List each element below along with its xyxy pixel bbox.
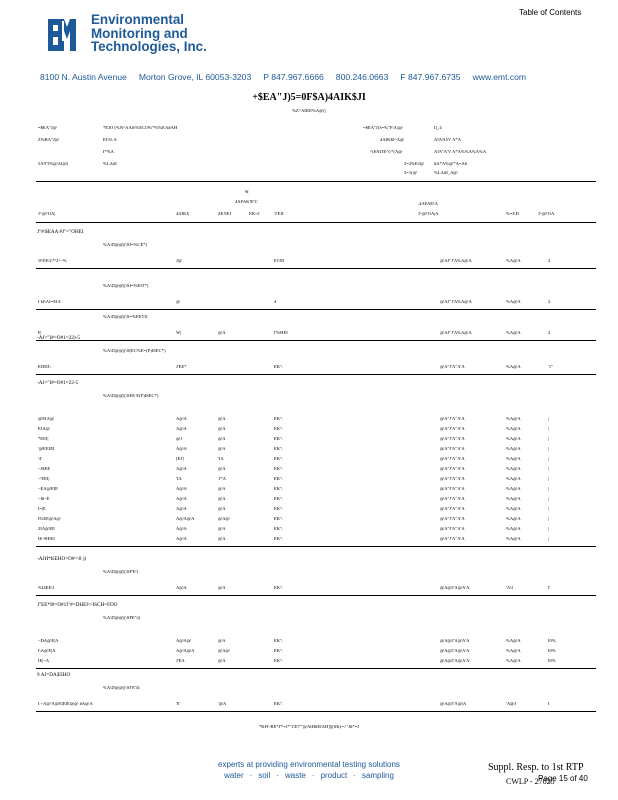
- fax-number: F 847.967.6735: [400, 72, 461, 82]
- table-cell: A@A: [176, 466, 187, 471]
- company-name-line-3: Technologies, Inc.: [91, 39, 207, 55]
- table-cell: @A@J'A@A'A: [440, 585, 470, 590]
- info-left-label-1: =$EA"J@: [38, 125, 57, 130]
- section-title: 9 AJ=DA|EIHO: [37, 672, 71, 678]
- table-cell: ~I#~E: [38, 496, 50, 501]
- table-cell: I0%: [548, 638, 556, 643]
- table-cell: |: [548, 506, 549, 511]
- table-cell: EK'\: [274, 506, 283, 511]
- table-cell: @: [176, 299, 181, 304]
- table-cell: 'IA: [176, 476, 182, 481]
- table-cell: @A: [218, 638, 226, 643]
- section-method: %A\D@@|(\SI=%CE*): [103, 242, 148, 247]
- table-cell: @AJ"J'A%A@A: [440, 258, 472, 263]
- table-cell: EIA@: [38, 426, 50, 431]
- section-title: -AJ="I#=O#1=22)-5: [37, 335, 80, 341]
- table-cell: @A: [218, 486, 226, 491]
- table-cell: 2: [548, 258, 551, 263]
- table-cell: 'E': [176, 701, 181, 706]
- service-soil: soil: [258, 771, 271, 780]
- supplemental-response-label: Suppl. Resp. to 1st RTP: [488, 762, 584, 773]
- table-cell: A@A: [176, 446, 187, 451]
- table-cell: @A"J'A"A'A: [440, 506, 465, 511]
- table-cell: I ~A@'A@E|EIE@@ #A@A: [38, 701, 93, 706]
- table-cell: @A@J'A@|A: [440, 701, 467, 706]
- table-cell: |: [548, 446, 549, 451]
- info-left-value-2: EI\% A: [103, 137, 117, 142]
- table-cell: A@A: [176, 486, 187, 491]
- table-cell: EJ\M: [274, 258, 284, 263]
- info-right-value-2: A5VA5V A*A: [434, 137, 462, 142]
- col-header-dilution: J^@!OA: [538, 211, 555, 216]
- table-cell: *EEI|: [38, 436, 49, 441]
- table-cell: 1*A: [218, 476, 226, 481]
- section-divider: [36, 374, 596, 375]
- table-cell: %A@A: [506, 658, 521, 663]
- info-left-label-2: Z%BA"J@: [38, 137, 59, 142]
- table-cell: @A"J'A"A'A: [440, 536, 465, 541]
- info-right-value-1: I]_4: [434, 125, 442, 130]
- info-left-value-4: %LA#I: [103, 161, 117, 166]
- city-address: Morton Grove, IL 60053-3203: [138, 72, 252, 82]
- table-cell: %A@A: [506, 416, 521, 421]
- table-cell: @A"J'A"A'A: [440, 496, 465, 501]
- table-cell: A@A: [176, 426, 187, 431]
- table-cell: %A@A: [506, 258, 521, 263]
- table-cell: 'A@J: [506, 701, 517, 706]
- table-cell: A@A: [176, 585, 187, 590]
- table-cell: '4': [38, 456, 42, 461]
- table-cell: |: [548, 466, 549, 471]
- table-cell: @A"J'A"A'A: [440, 516, 465, 521]
- table-cell: @A: [218, 526, 226, 531]
- section-method: %A\D@@|(\SFE'\)): [103, 615, 141, 620]
- company-name-line-1: Environmental: [91, 12, 185, 27]
- table-cell: ~EA@EIE: [38, 486, 58, 491]
- table-cell: [EJ]: [176, 456, 184, 461]
- table-cell: EK'\: [274, 526, 283, 531]
- table-cell: A@A@A: [176, 516, 195, 521]
- table-cell: ~DA@E|A: [38, 638, 59, 643]
- table-cell: %A@A: [506, 536, 521, 541]
- section-divider: [36, 595, 596, 596]
- footer-tagline: experts at providing environmental testing solutions: [218, 760, 400, 769]
- table-cell: %A@A: [506, 476, 521, 481]
- section-method: %A\D@@|(\SJ'E'4): [103, 685, 140, 690]
- table-cell: |: [548, 456, 549, 461]
- table-cell: |: [548, 476, 549, 481]
- table-cell: @A"J'A"A'A: [440, 466, 465, 471]
- section-method: %A\D@@|(\S(EC%E=(F)ISEC*): [103, 348, 166, 353]
- phone-number: P 847.967.6666: [263, 72, 324, 82]
- table-cell: J@: [176, 258, 183, 263]
- table-cell: 'IA: [218, 456, 224, 461]
- end-of-report-note: *KH~BE*I'*=J*"J\E7'"@AIH#EIAH]]|(SK)=>"J#*=J: [258, 724, 360, 729]
- table-cell: %A@A: [506, 426, 521, 431]
- table-cell: %A@A: [506, 486, 521, 491]
- table-cell: %A@A: [506, 516, 521, 521]
- table-cell: F|: [38, 330, 42, 335]
- table-cell: @A"J'A"A'A: [440, 426, 465, 431]
- report-title: +$EA"J)5=0F$A)4AIK$JI: [252, 92, 366, 103]
- table-cell: EK'\: [274, 638, 283, 643]
- report-subtitle: %Z^AIKE%A@(|: [292, 108, 326, 113]
- table-cell: @A: [218, 658, 226, 663]
- table-cell: EK'\: [274, 364, 283, 369]
- table-cell: %A@A: [506, 436, 521, 441]
- table-cell: %A@A: [506, 506, 521, 511]
- table-cell: I$~HEEI: [38, 536, 55, 541]
- section-method: %A\D@@|(\SEE E(F)ISEC*): [103, 393, 159, 398]
- table-cell: %A@A: [506, 648, 521, 653]
- service-product: product: [320, 771, 348, 780]
- section-divider: [36, 668, 596, 669]
- col-header-limit: ZE!IEJ: [218, 211, 232, 216]
- table-cell: I\A@E|A: [38, 648, 56, 653]
- section-title: J"EE*I#=O#1I"#=DHEI\=ISCH=FDO: [37, 602, 118, 608]
- table-cell: %A@A: [506, 638, 521, 643]
- table-cell: I=|E: [38, 506, 46, 511]
- info-right-label-1: =$EA"J)3=%"F\A)@: [363, 125, 403, 130]
- section-method: %A\D@@|(\SF'E'): [103, 569, 139, 574]
- table-cell: %A@A: [506, 446, 521, 451]
- table-cell: @J: [176, 436, 183, 441]
- table-of-contents-link[interactable]: Table of Contents: [519, 8, 582, 17]
- table-cell: EK'\: [274, 416, 283, 421]
- col-header-analyte: J^@!OA|: [38, 211, 56, 216]
- table-cell: %A@A: [506, 330, 521, 335]
- company-logo: [40, 15, 80, 55]
- table-cell: @A@J'A@A'A: [440, 658, 470, 663]
- info-left-value-1: *EJO (%N^AA#\%ECO%*%%EA#AH: [103, 125, 178, 130]
- table-cell: I I#\AI=EIA: [38, 299, 61, 304]
- table-cell: EK'\: [274, 516, 283, 521]
- col-header-analyzed: J^@!OA|A: [418, 211, 439, 216]
- section-divider: [36, 546, 596, 547]
- table-cell: %A@A: [506, 299, 521, 304]
- table-cell: W|: [176, 330, 182, 335]
- table-cell: EK'\: [274, 536, 283, 541]
- col-header-top-2: ,4AFAE!A: [418, 201, 438, 206]
- table-cell: @A"J'A"A'A: [440, 364, 465, 369]
- company-name: [91, 13, 207, 54]
- table-cell: @A: [218, 585, 226, 590]
- table-cell: @AJ"J'A%A@A: [440, 330, 472, 335]
- table-cell: 4: [274, 299, 277, 304]
- col-header-top: 9(: [245, 189, 249, 194]
- table-cell: |: [548, 416, 549, 421]
- table-cell: IE|~A: [38, 658, 50, 663]
- section-method: %A\D@@|(\S=%EETI): [103, 314, 148, 319]
- table-cell: @A@J'A@A'A: [440, 648, 470, 653]
- table-cell: I0%: [548, 658, 556, 663]
- tollfree-number: 800.246.0663: [335, 72, 389, 82]
- table-cell: @A"J'A"A'A: [440, 446, 465, 451]
- separator-dot: ·: [353, 771, 356, 780]
- table-cell: EK'\: [274, 658, 283, 663]
- table-cell: @A: [218, 436, 226, 441]
- separator-dot: ·: [249, 771, 253, 780]
- table-cell: @A: [218, 426, 226, 431]
- table-cell: @A: [218, 330, 226, 335]
- table-cell: @A: [218, 506, 226, 511]
- col-header-analyst: %=J\D: [506, 211, 519, 216]
- table-cell: '@EEIEI: [38, 446, 55, 451]
- table-cell: EK'\: [274, 476, 283, 481]
- info-right-value-3: A5V'A'V A*A%%A%A%A: [434, 149, 487, 154]
- company-name-line-2: Monitoring and: [91, 25, 188, 41]
- service-water: water: [224, 771, 244, 780]
- cwlp-reference: CWLP - 27025: [506, 777, 555, 786]
- section-divider: [36, 268, 596, 269]
- table-cell: @A"J'A"A'A: [440, 416, 465, 421]
- section-title: -AJ="I#=O#1=22-5: [37, 380, 79, 386]
- table-cell: J'EA: [176, 658, 185, 663]
- table-cell: @A@: [218, 516, 230, 521]
- table-cell: @A"J'A"A'A: [440, 526, 465, 531]
- table-cell: EK'\: [274, 496, 283, 501]
- table-cell: @AJ"J'A%A@A: [440, 299, 472, 304]
- section-divider: [36, 340, 596, 341]
- address-bar: [40, 72, 600, 82]
- table-cell: |: [548, 536, 549, 541]
- table-cell: EK'\: [274, 585, 283, 590]
- info-left-value-3: I*%A: [103, 149, 114, 154]
- table-cell: EK'\: [274, 648, 283, 653]
- table-cell: @A: [218, 536, 226, 541]
- page-number: Page 15 of 40: [538, 774, 588, 783]
- service-waste: waste: [284, 771, 306, 780]
- info-right-label-4: 3=2%EJ@: [404, 161, 424, 166]
- info-right-label-2: 4AIK$J^A@: [380, 137, 405, 142]
- section-divider: [36, 309, 596, 310]
- table-cell: A@A: [176, 526, 187, 531]
- table-cell: EK'\: [274, 466, 283, 471]
- table-cell: %A@A: [506, 466, 521, 471]
- table-cell: @A@J'A@A'A: [440, 638, 470, 643]
- table-cell: %A@A: [506, 456, 521, 461]
- table-cell: EIEEI\: [38, 364, 51, 369]
- table-cell: ~J$EE: [38, 466, 51, 471]
- table-cell: EK'\: [274, 446, 283, 451]
- table-cell: 2IA@EE: [38, 526, 55, 531]
- website-link[interactable]: www.emt.com: [472, 72, 527, 82]
- table-cell: 'A\I: [506, 585, 513, 590]
- street-address: 8100 N. Austin Avenue: [40, 72, 127, 82]
- table-cell: J'EE*: [176, 364, 187, 369]
- separator-dot: ·: [311, 771, 315, 780]
- table-cell: |: [548, 496, 549, 501]
- table-cell: A@A: [176, 416, 187, 421]
- table-cell: @A: [218, 416, 226, 421]
- table-cell: '@A: [218, 701, 227, 706]
- col-header-method: 'J'EJI: [274, 211, 284, 216]
- table-cell: @A: [218, 496, 226, 501]
- table-cell: \F\EE\(\*\J^~%: [38, 258, 67, 263]
- table-cell: A@A@: [176, 638, 192, 643]
- table-cell: '1": [548, 364, 553, 369]
- table-cell: A@A: [176, 536, 187, 541]
- col-header-units: EK=J: [249, 211, 260, 216]
- table-cell: |: [548, 426, 549, 431]
- table-cell: I: [548, 701, 550, 706]
- table-cell: %A@A: [506, 364, 521, 369]
- table-cell: I%EE@A@: [38, 516, 61, 521]
- section-method: %A\D@@|(\SI=%EIT*): [103, 283, 149, 288]
- table-cell: @A"J'A"A'A: [440, 436, 465, 441]
- table-cell: @A"J'A"A'A: [440, 456, 465, 461]
- table-cell: |: [548, 436, 549, 441]
- table-cell: |: [548, 516, 549, 521]
- table-cell: EK'\: [274, 426, 283, 431]
- table-cell: @A"J'A"A'A: [440, 476, 465, 481]
- info-right-label-3: ^($ATJE^(\*(A@: [370, 149, 403, 154]
- table-cell: EK'\: [274, 486, 283, 491]
- col-header-result: 4AIKJ|: [176, 211, 190, 216]
- table-cell: I': [548, 585, 551, 590]
- section-title: J"#\$EAA #J"="OHEI: [37, 229, 84, 235]
- table-cell: %I4EE\I: [38, 585, 55, 590]
- table-cell: ~'EEI|: [38, 476, 50, 481]
- table-cell: @EIA@: [38, 416, 55, 421]
- table-cell: |: [548, 486, 549, 491]
- table-cell: %A@A: [506, 526, 521, 531]
- table-cell: @A: [218, 466, 226, 471]
- table-cell: I'%HEI: [274, 330, 288, 335]
- service-sampling: sampling: [361, 771, 394, 780]
- table-cell: EK'\: [274, 701, 283, 706]
- table-cell: @A: [218, 446, 226, 451]
- section-title: -AJH*KEHO=O#=\8 )): [37, 556, 87, 562]
- info-right-value-5: %LA#I_A@: [434, 170, 458, 175]
- table-cell: A@A: [176, 496, 187, 501]
- table-cell: %A@A: [506, 496, 521, 501]
- table-cell: A@A@A: [176, 648, 195, 653]
- table-cell: @A@: [218, 648, 230, 653]
- info-right-label-5: 3=1(@: [404, 170, 417, 175]
- table-cell: A@A: [176, 506, 187, 511]
- table-cell: |: [548, 526, 549, 531]
- section-divider: [36, 711, 596, 712]
- table-cell: EK'\: [274, 456, 283, 461]
- table-cell: I0%: [548, 648, 556, 653]
- table-cell: 2: [548, 299, 551, 304]
- table-cell: 2: [548, 330, 551, 335]
- table-cell: @A"J'A"A'A: [440, 486, 465, 491]
- info-right-value-4: #A*A%@*A=A#: [434, 161, 468, 166]
- col-header-mid: 4AFAK!E'C: [235, 199, 258, 204]
- info-left-label-4: 5A9"J%@AI@(: [38, 161, 69, 166]
- header-divider: [36, 181, 596, 182]
- table-cell: EK'\: [274, 436, 283, 441]
- separator-dot: ·: [276, 771, 279, 780]
- column-header-divider: [36, 222, 596, 223]
